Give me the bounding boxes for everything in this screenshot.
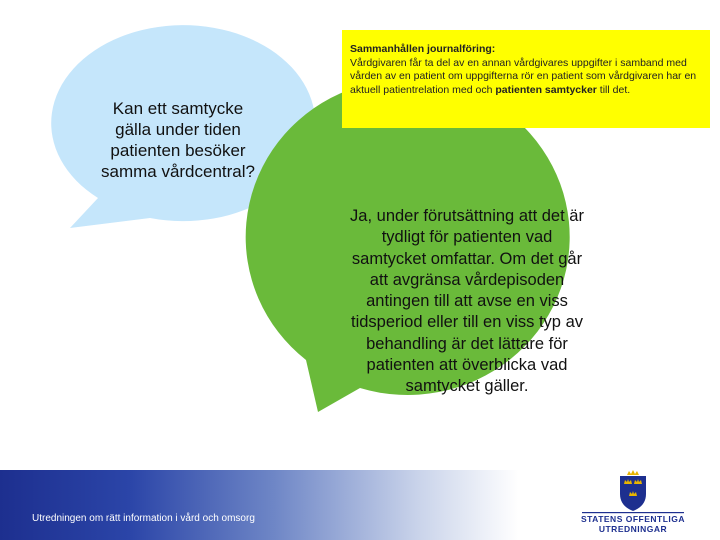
sou-logo — [568, 470, 698, 540]
footer-text: Utredningen om rätt information i vård och omsorg — [32, 513, 255, 524]
answer-line: Ja, under förutsättning att det är — [350, 207, 584, 225]
info-box-title: Sammanhållen journalföring: — [350, 43, 496, 55]
info-box-body-start: Vårdgivaren får ta del av en annan vårdgivares uppgifter i samband med vården av en patient om uppgifterna rör en patient som vårdgivaren har en aktuell patientrelation med och — [350, 56, 697, 96]
answer-line: behandling är det lättare för — [366, 334, 568, 353]
answer-line: patienten att överblicka vad — [366, 356, 568, 375]
answer-line: antingen till att avse en viss — [366, 292, 568, 311]
question-line: patienten besöker — [110, 141, 246, 160]
question-line: gälla under tiden — [115, 120, 241, 139]
answer-bubble-text — [332, 206, 602, 398]
answer-line: tydligt för patienten vad — [381, 228, 553, 247]
info-box-body — [350, 57, 696, 96]
three-crowns-icon — [568, 470, 698, 514]
answer-line: att avgränsa vårdepisoden — [369, 270, 565, 289]
logo-text-line1: STATENS OFFENTLIGA — [580, 514, 686, 524]
info-box-body-bold: patienten samtycker — [495, 83, 597, 96]
question-line: samma vårdcentral? — [100, 162, 255, 181]
info-box — [342, 30, 710, 128]
question-bubble-text — [78, 98, 278, 182]
answer-line: tidsperiod eller till en viss typ av — [350, 313, 583, 332]
question-line: Kan ett samtycke — [112, 99, 244, 118]
logo-text-line2: UTREDNINGAR — [598, 524, 668, 534]
info-box-body-end: till det. — [596, 83, 631, 96]
answer-line: samtycket gäller. — [405, 377, 529, 396]
answer-line: samtycket omfattar. Om det går — [351, 249, 583, 268]
